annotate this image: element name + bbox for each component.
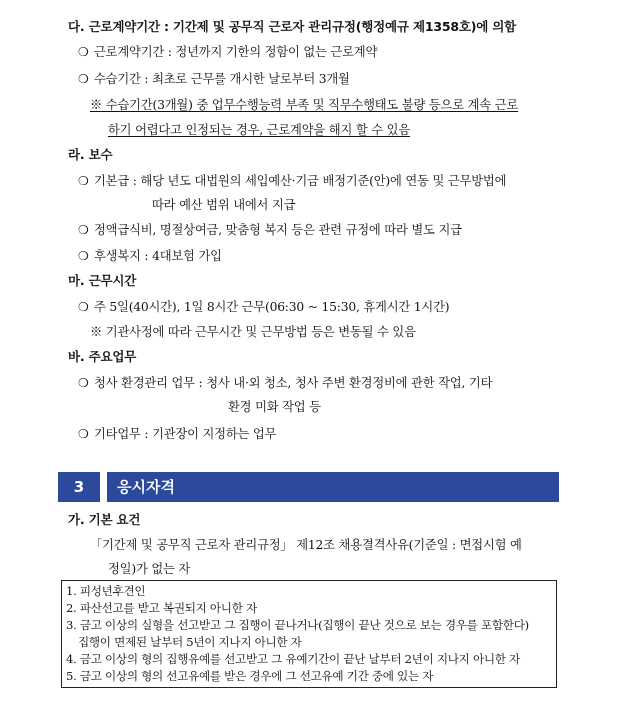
list-item-text: 정액급식비, 명절상여금, 맞춤형 복지 등은 관련 규정에 따라 별도 지급 — [94, 223, 462, 237]
probation-note-line1: ※ 수습기간(3개월) 중 업무수행능력 부족 및 직무수행태도 불량 등으로 계속 근로 — [90, 98, 519, 112]
section-number-badge: 3 — [58, 472, 100, 502]
disqualification-item: 4. 금고 이상의 형의 집행유예를 선고받고 그 유예기간이 끝난 날부터 2년이 지나지 아니한 자 — [66, 652, 520, 666]
circle-bullet-icon: ❍ — [78, 300, 89, 314]
list-item-continuation: 따라 예산 범위 내에서 지급 — [152, 198, 296, 212]
list-item-text: 청사 환경관리 업무 : 청사 내·외 청소, 청사 주변 환경정비에 관한 작업, 기타 — [94, 376, 493, 390]
probation-note-line2: 하기 어렵다고 인정되는 경우, 근로계약을 해지 할 수 있음 — [108, 123, 410, 137]
circle-bullet-icon: ❍ — [78, 72, 89, 86]
list-item — [78, 374, 492, 392]
circle-bullet-icon: ❍ — [78, 249, 89, 263]
list-item-text: 후생복지 : 4대보험 가입 — [94, 249, 222, 263]
disqualification-item: 1. 피성년후견인 — [66, 584, 146, 598]
list-item — [78, 425, 276, 443]
circle-bullet-icon: ❍ — [78, 376, 89, 390]
circle-bullet-icon: ❍ — [78, 223, 89, 237]
section-title-bar: 응시자격 — [107, 472, 559, 502]
disqualification-item: 2. 파산선고를 받고 복권되지 아니한 자 — [66, 601, 257, 615]
list-item — [78, 172, 506, 190]
section-ra-heading: 라. 보수 — [68, 147, 113, 162]
list-item — [78, 298, 449, 316]
section-da-heading: 다. 근로계약기간 : 기간제 및 공무직 근로자 관리규정(행정예규 제1358호)에 의함 — [68, 19, 516, 34]
circle-bullet-icon: ❍ — [78, 174, 89, 188]
disqualification-box — [61, 580, 557, 688]
circle-bullet-icon: ❍ — [78, 427, 89, 441]
disqualification-item: 3. 금고 이상의 실형을 선고받고 그 집행이 끝나거나(집행이 끝난 것으로 보는 경우를 포함한다) — [66, 618, 529, 632]
work-hours-note: ※ 기관사정에 따라 근무시간 및 근무방법 등은 변동될 수 있음 — [90, 325, 416, 339]
list-item-text: 기본급 : 해당 년도 대법원의 세입예산·기금 배정기준(안)에 연동 및 근무방법에 — [94, 174, 507, 188]
list-item — [78, 43, 377, 61]
list-item-text: 수습기간 : 최초로 근무를 개시한 날로부터 3개월 — [94, 72, 350, 86]
disqualification-item-continuation: 집행이 면제된 날부터 5년이 지나지 아니한 자 — [78, 635, 302, 649]
list-item — [78, 221, 462, 239]
section-ga-heading: 가. 기본 요건 — [68, 512, 141, 527]
list-item — [78, 70, 350, 88]
list-item — [78, 247, 222, 265]
list-item-text: 기타업무 : 기관장이 지정하는 업무 — [94, 427, 277, 441]
disqualification-item: 5. 금고 이상의 형의 선고유예를 받은 경우에 그 선고유예 기간 중에 있는 자 — [66, 669, 434, 683]
list-item-text: 주 5일(40시간), 1일 8시간 근무(06:30 ~ 15:30, 휴게시간 1시간) — [94, 300, 450, 314]
section-ba-heading: 바. 주요업무 — [68, 349, 137, 364]
section-ma-heading: 마. 근무시간 — [68, 273, 137, 288]
circle-bullet-icon: ❍ — [78, 45, 89, 59]
requirement-text-line2: 정일)가 없는 자 — [108, 562, 191, 576]
list-item-text: 근로계약기간 : 정년까지 기한의 정함이 없는 근로계약 — [94, 45, 378, 59]
requirement-text-line1: 「기간제 및 공무직 근로자 관리규정」 제12조 채용결격사유(기준일 : 면접시험 예 — [90, 538, 522, 552]
list-item-continuation: 환경 미화 작업 등 — [228, 400, 321, 414]
